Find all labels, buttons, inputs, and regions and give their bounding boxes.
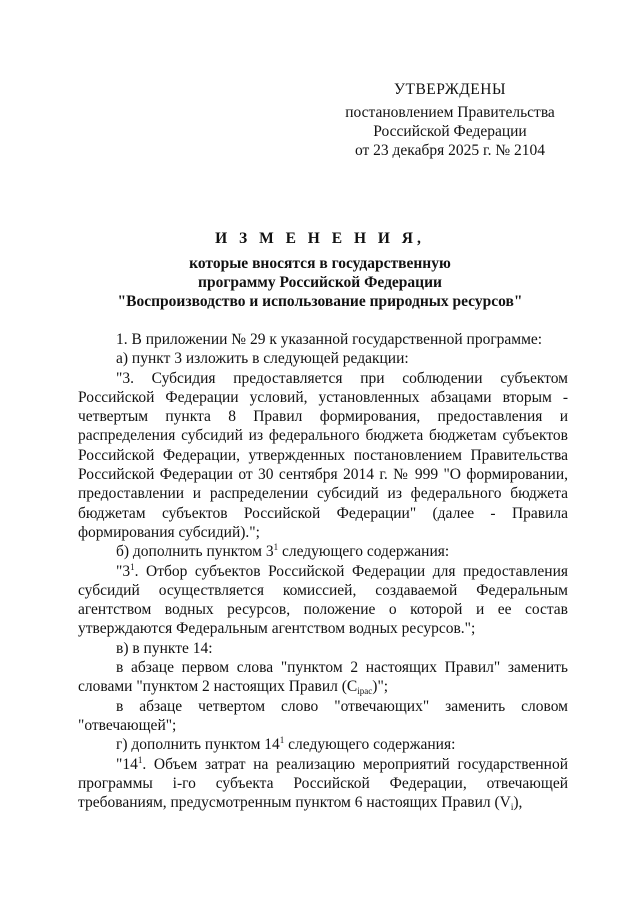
paragraph: "3. Субсидия предоставляется при соблюдении субъектом Российской Федерации условий, установленных абзацами вторым - четвертым пункта 8 Правил формирования, предоставления и распределения субсидий из федерального бюджета бюджетам субъектов Российской Федерации, утвержденных постановлением Правительства Российской Федерации от 30 сентября 2014 г. № 999 "О формировании, предоставлении и распределении субсидий из федерального бюджета бюджетам субъектов Российской Федерации" (далее - Правила формирования субсидий)."; <box>78 369 568 541</box>
text: . Отбор субъектов Российской Федерации для предоставления субсидий осуществляется комиссией, создаваемой Федеральным агентством водных ресурсов, положение о которой и ее состав утверждаются Федеральным агентством водных ресурсов."; <box>78 562 568 638</box>
approval-line: постановлением Правительства <box>345 104 555 121</box>
document-subtitle-line: программу Российской Федерации <box>198 274 442 291</box>
paragraph <box>78 735 568 754</box>
text: следующего содержания: <box>284 736 456 754</box>
program-name: "Воспроизводство и использование природных ресурсов" <box>117 293 523 310</box>
subscript: i <box>510 802 514 813</box>
document-title: И З М Е Н Е Н И Я, <box>215 230 425 247</box>
paragraph <box>78 542 568 561</box>
approval-date: от 23 декабря 2025 г. № 2104 <box>354 142 546 159</box>
text: следующего содержания: <box>278 543 450 561</box>
text: ), <box>513 794 523 812</box>
text: "3 <box>116 562 131 580</box>
paragraph: в абзаце четвертом слово "отвечающих" заменить словом "отвечающей"; <box>78 697 568 734</box>
paragraph: 1. В приложении № 29 к указанной государственной программе: <box>116 331 543 348</box>
subscript: ipac <box>357 686 373 697</box>
paragraph <box>78 658 568 697</box>
text: . Объем затрат на реализацию мероприятий государственной программы i-го субъекта Российской Федерации, отвечающей требованиям, предусмотренным пунктом 6 настоящих Правил (V <box>78 755 568 812</box>
text: )"; <box>372 678 389 696</box>
superscript: 1 <box>273 542 279 553</box>
superscript: 1 <box>130 561 135 572</box>
paragraph: в) в пункте 14: <box>116 639 213 657</box>
document-heading <box>60 229 580 311</box>
document-body <box>78 330 568 812</box>
text: "14 <box>116 755 138 773</box>
text: б) дополнить пунктом 3 <box>116 543 274 561</box>
paragraph <box>78 562 568 639</box>
text: г) дополнить пунктом 14 <box>116 736 280 754</box>
approval-line: Российской Федерации <box>373 123 527 140</box>
superscript: 1 <box>279 735 285 746</box>
approval-title: УТВЕРЖДЕНЫ <box>394 81 506 98</box>
paragraph <box>78 755 568 813</box>
approval-block <box>340 80 560 160</box>
document-subtitle-line: которые вносятся в государственную <box>189 255 451 272</box>
superscript: 1 <box>137 754 143 765</box>
paragraph: а) пункт 3 изложить в следующей редакции: <box>116 350 409 368</box>
text: в абзаце первом слова "пунктом 2 настоящих Правил" заменить словами "пунктом 2 настоящих Правил (С <box>78 659 568 696</box>
